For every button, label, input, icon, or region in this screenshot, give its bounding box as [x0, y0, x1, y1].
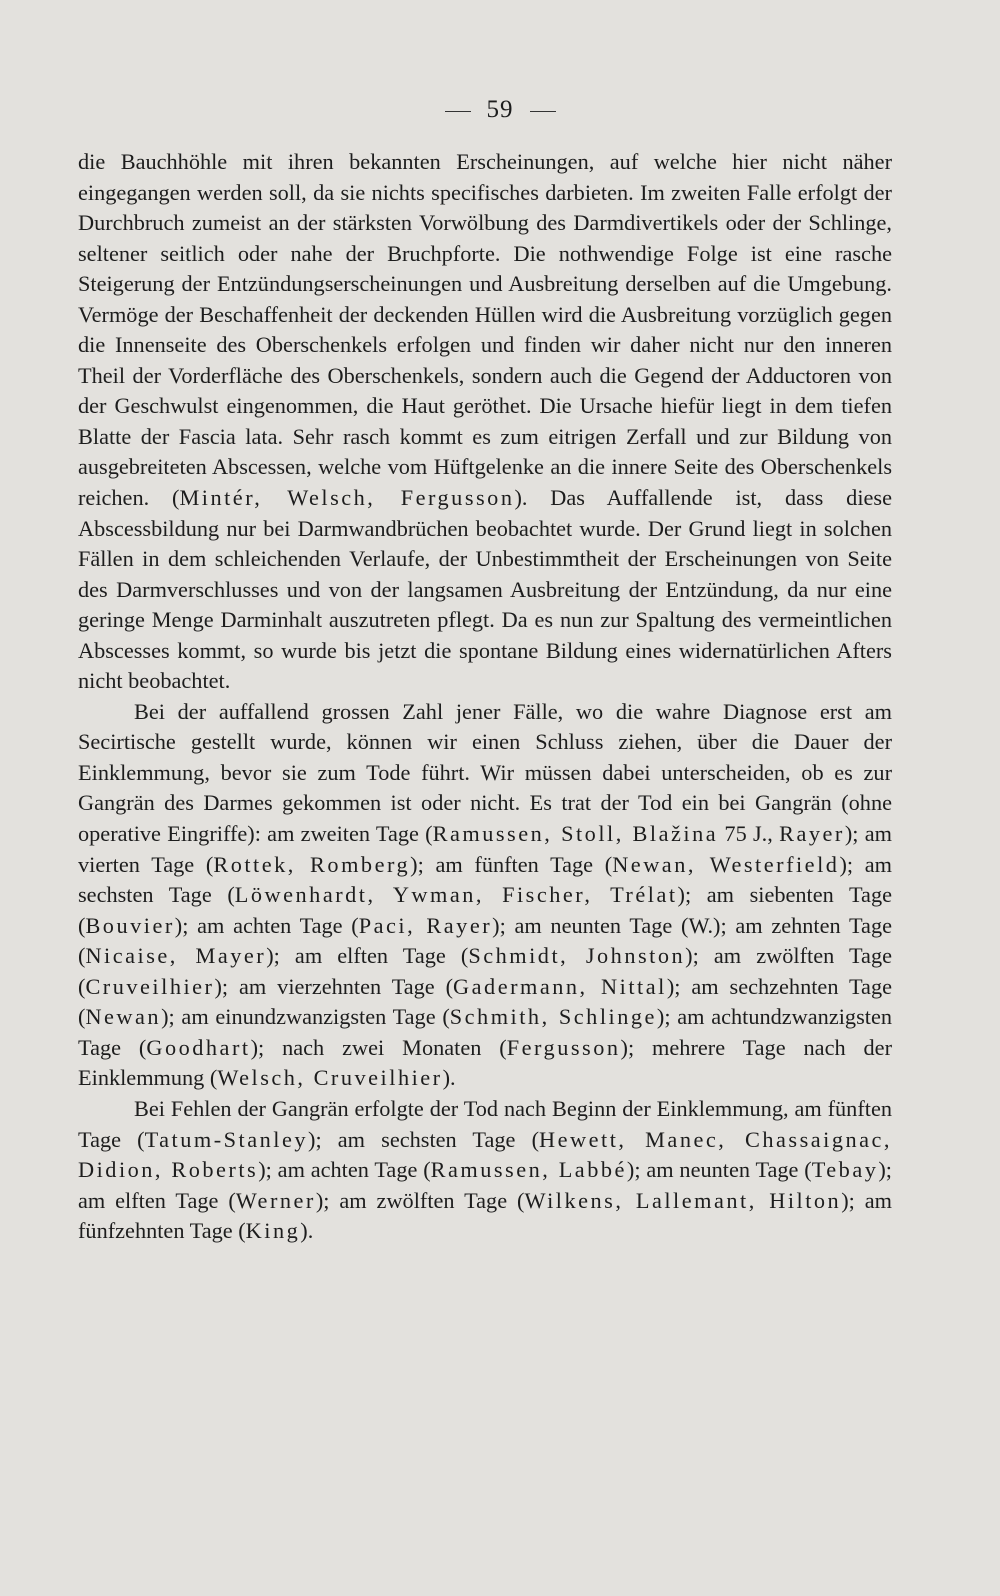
paragraph-text: ); am achten Tage (: [174, 912, 359, 938]
paragraph-text: Bei der auffallend grossen Zahl jener Fälle, wo die wahre Diagnose erst am Secirtische gestellt wurde, können wir einen Schluss ziehen, über die Dauer der Einklemmung, bevor sie zum Tode führt. Wir müssen dabei unterscheiden, ob es zur Gangrän des Darmes gekommen ist oder nicht. Es trat der Tod ein bei Gangrän (ohne operative Eingriffe): am zweiten Tage (: [78, 698, 892, 847]
spaced-author-names: Schmidt, Johnston: [468, 943, 686, 969]
page-number-right-dash: [530, 111, 556, 112]
paragraph-text: ); am fünfzehnten Tage (: [78, 1187, 892, 1244]
spaced-author-names: Hewett, Manec, Chassaignac, Didion, Roberts: [78, 1126, 892, 1183]
spaced-author-names: Werner: [235, 1187, 316, 1213]
spaced-author-names: Welsch, Cruveilhier: [217, 1065, 443, 1091]
paragraph-text: ). Das Auffallende ist, dass diese Abscessbildung nur bei Darmwandbrüchen beobachtet wurde. Der Grund liegt in solchen Fällen in dem schleichenden Verlaufe, der Unbestimmtheit der Erscheinungen von Seite des Darmverschlusses und von der langsamen Ausbreitung der Entzündung, da nur eine geringe Menge Darminhalt auszutreten pflegt. Da es nun zur Spaltung des vermeintlichen Abscesses kommt, so wurde bis jetzt die spontane Bildung eines widernatürlichen Afters nicht beobachtet.: [78, 485, 892, 694]
paragraph: [78, 1094, 892, 1247]
paragraph-text: ); am siebenten Tage (: [78, 882, 892, 938]
spaced-author-names: Goodhart: [146, 1034, 251, 1060]
spaced-author-names: Cruveilhier: [85, 973, 215, 999]
spaced-author-names: Rayer: [779, 821, 845, 847]
paragraph-text: ); am zwölften Tage (: [78, 943, 892, 999]
paragraph-text: ); am sechzehnten Tage (: [78, 973, 892, 1030]
page-number-value: 59: [486, 96, 514, 123]
spaced-author-names: Tatum-Stanley: [144, 1126, 309, 1152]
spaced-author-names: Tebay: [811, 1157, 879, 1183]
spaced-author-names: Ramussen, Labbé: [430, 1157, 627, 1183]
spaced-author-names: Paci, Rayer: [358, 912, 493, 938]
paragraph-text: ); am vierzehnten Tage (: [214, 973, 454, 999]
paragraph-text: Bei Fehlen der Gangrän erfolgte der Tod nach Beginn der Einklemmung, am fünften Tage (: [78, 1095, 892, 1152]
spaced-author-names: Gadermann, Nittal: [453, 973, 667, 999]
paragraph-text: ).: [442, 1065, 456, 1091]
spaced-author-names: Schmith, Schlinge: [449, 1004, 657, 1030]
paragraph-text: ).: [300, 1218, 314, 1244]
spaced-author-names: Rottek, Romberg: [213, 851, 411, 877]
spaced-author-names: Bouvier: [85, 912, 175, 938]
spaced-author-names: Nicaise, Mayer: [85, 943, 267, 969]
spaced-author-names: Fergusson: [506, 1034, 621, 1060]
spaced-author-names: Ramussen, Stoll, Blažina: [432, 821, 719, 847]
spaced-author-names: Wilkens, Lallemant, Hilton: [524, 1187, 842, 1213]
paragraph-text: ); am neunten Tage (W.); am zehnten Tage (: [78, 912, 892, 969]
spaced-author-names: King: [245, 1218, 301, 1244]
paragraph-text: ); am zwölften Tage (: [315, 1187, 525, 1213]
spaced-author-names: Newan: [85, 1004, 162, 1030]
paragraph-text: 75 J.,: [718, 821, 780, 847]
paragraph-text: ); mehrere Tage nach der Einklemmung (: [78, 1034, 892, 1091]
paragraph-text: ); am vierten Tage (: [78, 821, 892, 877]
spaced-author-names: Newan, Westerfield: [612, 851, 840, 877]
paragraph-text: ); am achten Tage (: [258, 1157, 431, 1183]
page-number: [0, 96, 1000, 124]
paragraph: [78, 697, 892, 1094]
body-text: [78, 147, 892, 1247]
paragraph-text: die Bauchhöhle mit ihren bekannten Erscheinungen, auf welche hier nicht näher eingegangen werden soll, da sie nichts specifisches darbieten. Im zweiten Falle erfolgt der Durchbruch zumeist an der stärksten Vorwölbung des Darmdivertikels oder der Schlinge, seltener seitlich oder nahe der Bruchpforte. Die nothwendige Folge ist eine rasche Steigerung der Entzündungserscheinungen und Ausbreitung derselben auf die Umgebung. Vermöge der Beschaffenheit der deckenden Hüllen wird die Ausbreitung vorzüglich gegen die Innenseite des Oberschenkels erfolgen und finden wir daher nicht nur den inneren Theil der Vorderfläche des Oberschenkels, sondern auch die Gegend der Adductoren von der Geschwulst eingenommen, die Haut geröthet. Die Ursache hiefür liegt in dem tiefen Blatte der Fascia lata. Sehr rasch kommt es zum eitrigen Zerfall und zur Bildung von ausgebreiteten Abscessen, welche vom Hüftgelenke an die innere Seite des Oberschenkels reichen. (: [78, 149, 892, 511]
page-number-left-dash: [445, 111, 471, 112]
paragraph-text: ); nach zwei Monaten (: [250, 1034, 507, 1060]
paragraph-text: ); am einundzwanzigsten Tage (: [161, 1004, 450, 1030]
spaced-author-names: Mintér, Welsch, Fergusson: [179, 485, 515, 511]
paragraph-text: ); am elften Tage (: [78, 1157, 892, 1213]
paragraph: [78, 147, 892, 697]
paragraph-text: ); am neunten Tage (: [626, 1157, 812, 1183]
paragraph-text: ); am fünften Tage (: [410, 851, 613, 877]
paragraph-text: ); am sechsten Tage (: [78, 851, 892, 908]
paragraph-text: ); am achtundzwanzigsten Tage (: [78, 1004, 892, 1060]
spaced-author-names: Löwenhardt, Ywman, Fischer, Trélat: [234, 882, 678, 908]
paragraph-text: ); am elften Tage (: [266, 943, 469, 969]
paragraph-text: ); am sechsten Tage (: [308, 1126, 539, 1152]
